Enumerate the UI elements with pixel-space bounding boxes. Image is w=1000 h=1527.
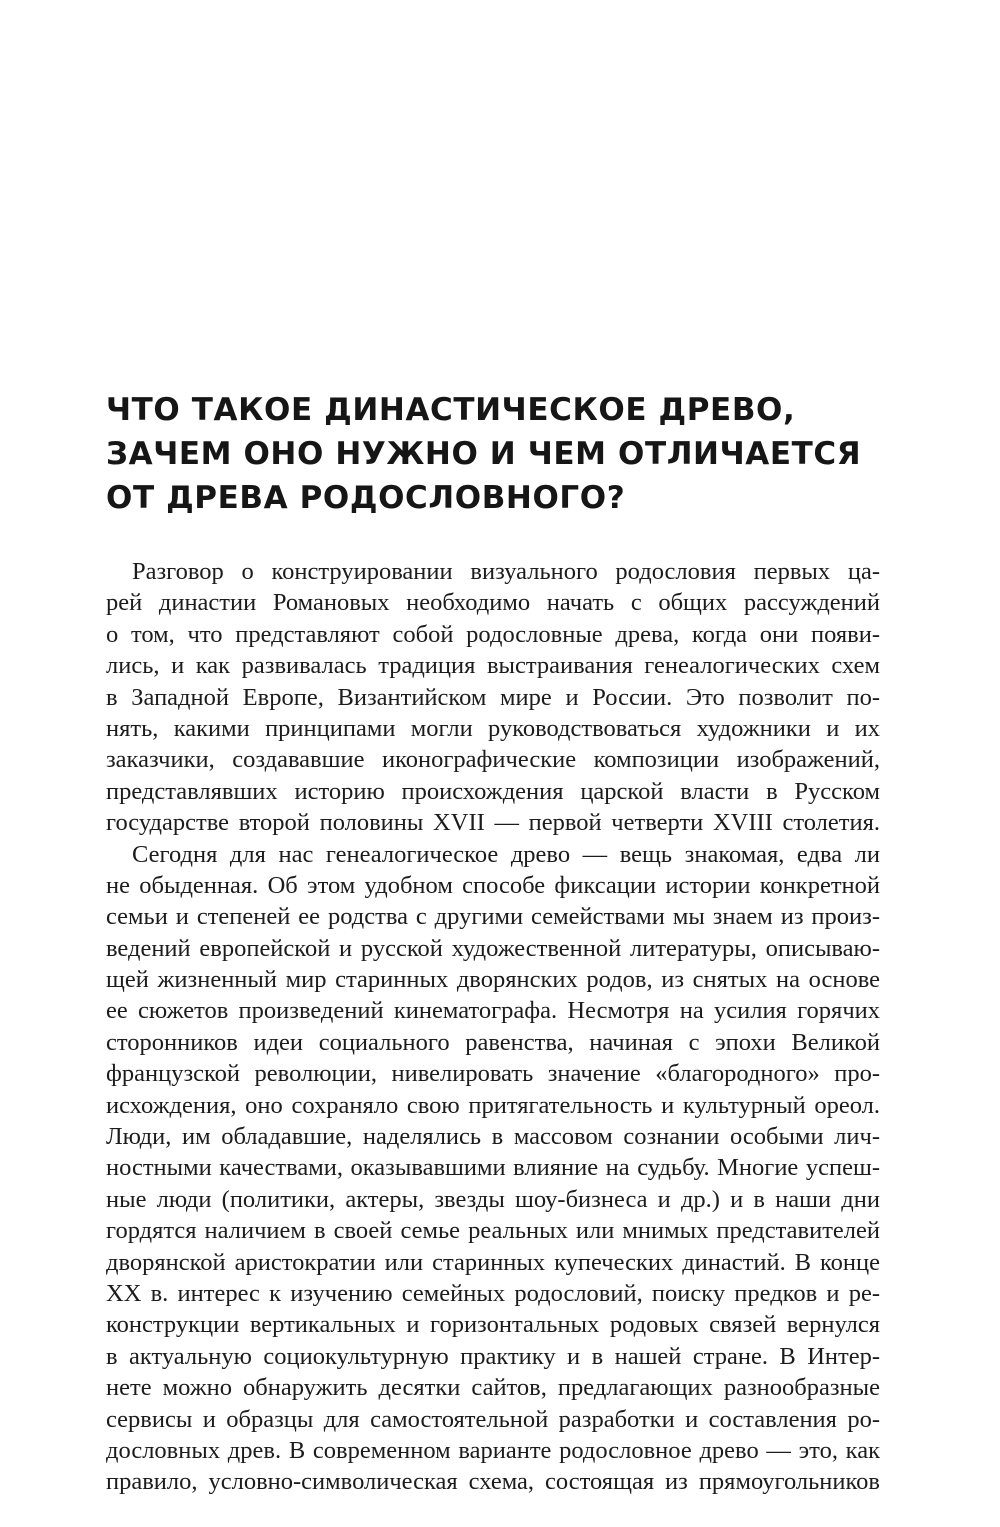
text-line: конструкции вертикальных и горизонтальных родовых связей вернулся	[106, 1311, 880, 1339]
text-line: щей жизненный мир старинных дворянских родов, из снятых на основе	[106, 966, 880, 994]
text-line: представлявших историю происхождения царской власти в Русском	[106, 777, 880, 805]
text-line: рей династии Романовых необходимо начать с общих рассуждений	[106, 589, 880, 617]
heading-line: ОТ ДРЕВА РОДОСЛОВНОГО?	[106, 480, 626, 516]
text-line: ные люди (политики, актеры, звезды шоу-бизнеса и др.) и в наши дни	[106, 1185, 880, 1213]
text-line: XX в. интерес к изучению семейных родословий, поиску предков и ре-	[106, 1279, 880, 1307]
text-line: ее сюжетов произведений кинематографа. Несмотря на усилия горячих	[106, 997, 880, 1025]
text-line: лись, и как развивалась традиция выстраивания генеалогических схем	[106, 652, 880, 680]
text-line: нете можно обнаружить десятки сайтов, предлагающих разнообразные	[106, 1374, 880, 1402]
text-line: семьи и степеней ее родства с другими семействами мы знаем из произ-	[106, 903, 880, 931]
heading-line: ЗАЧЕМ ОНО НУЖНО И ЧЕМ ОТЛИЧАЕТСЯ	[106, 436, 862, 472]
text-line: исхождения, оно сохраняло свою притягательность и культурный ореол.	[106, 1091, 880, 1119]
text-line: сервисы и образцы для самостоятельной разработки и составления ро-	[106, 1405, 880, 1433]
text-line: в Западной Европе, Византийском мире и России. Это позволит по-	[106, 683, 880, 711]
text-line: правило, условно-символическая схема, состоящая из прямоугольников	[106, 1468, 880, 1496]
heading-line: ЧТО ТАКОЕ ДИНАСТИЧЕСКОЕ ДРЕВО,	[106, 392, 796, 428]
text-line: в актуальную социокультурную практику и в нашей стране. В Интер-	[106, 1342, 880, 1370]
text-line: нять, какими принципами могли руководствоваться художники и их	[106, 714, 880, 742]
body-text	[106, 556, 880, 1498]
text-line: дословных древ. В современном варианте родословное древо — это, как	[106, 1436, 880, 1464]
text-line: государстве второй половины XVII — первой четверти XVIII столетия.	[106, 809, 880, 837]
text-line: французской революции, нивелировать значение «благородного» про-	[106, 1060, 880, 1088]
paragraph-1	[106, 556, 880, 839]
text-line: Сегодня для нас генеалогическое древо — вещь знакомая, едва ли	[132, 840, 880, 868]
text-line: гордятся наличием в своей семье реальных или мнимых представителей	[106, 1217, 880, 1245]
text-line: заказчики, создававшие иконографические композиции изображений,	[106, 746, 880, 774]
text-line: Люди, им обладавшие, наделялись в массовом сознании особыми лич-	[106, 1123, 880, 1151]
chapter-heading	[106, 388, 906, 520]
text-line: сторонников идеи социального равенства, начиная с эпохи Великой	[106, 1028, 880, 1056]
text-line: ностными качествами, оказывавшими влияние на судьбу. Многие успеш-	[106, 1154, 880, 1182]
text-line: Разговор о конструировании визуального родословия первых ца-	[132, 558, 880, 585]
text-line: не обыденная. Об этом удобном способе фиксации истории конкретной	[106, 871, 880, 899]
paragraph-2	[106, 839, 880, 1498]
text-line: ведений европейской и русской художественной литературы, описываю-	[106, 934, 880, 962]
text-line: дворянской аристократии или старинных купеческих династий. В конце	[106, 1248, 880, 1276]
text-line: о том, что представляют собой родословные древа, когда они появи-	[106, 620, 880, 648]
